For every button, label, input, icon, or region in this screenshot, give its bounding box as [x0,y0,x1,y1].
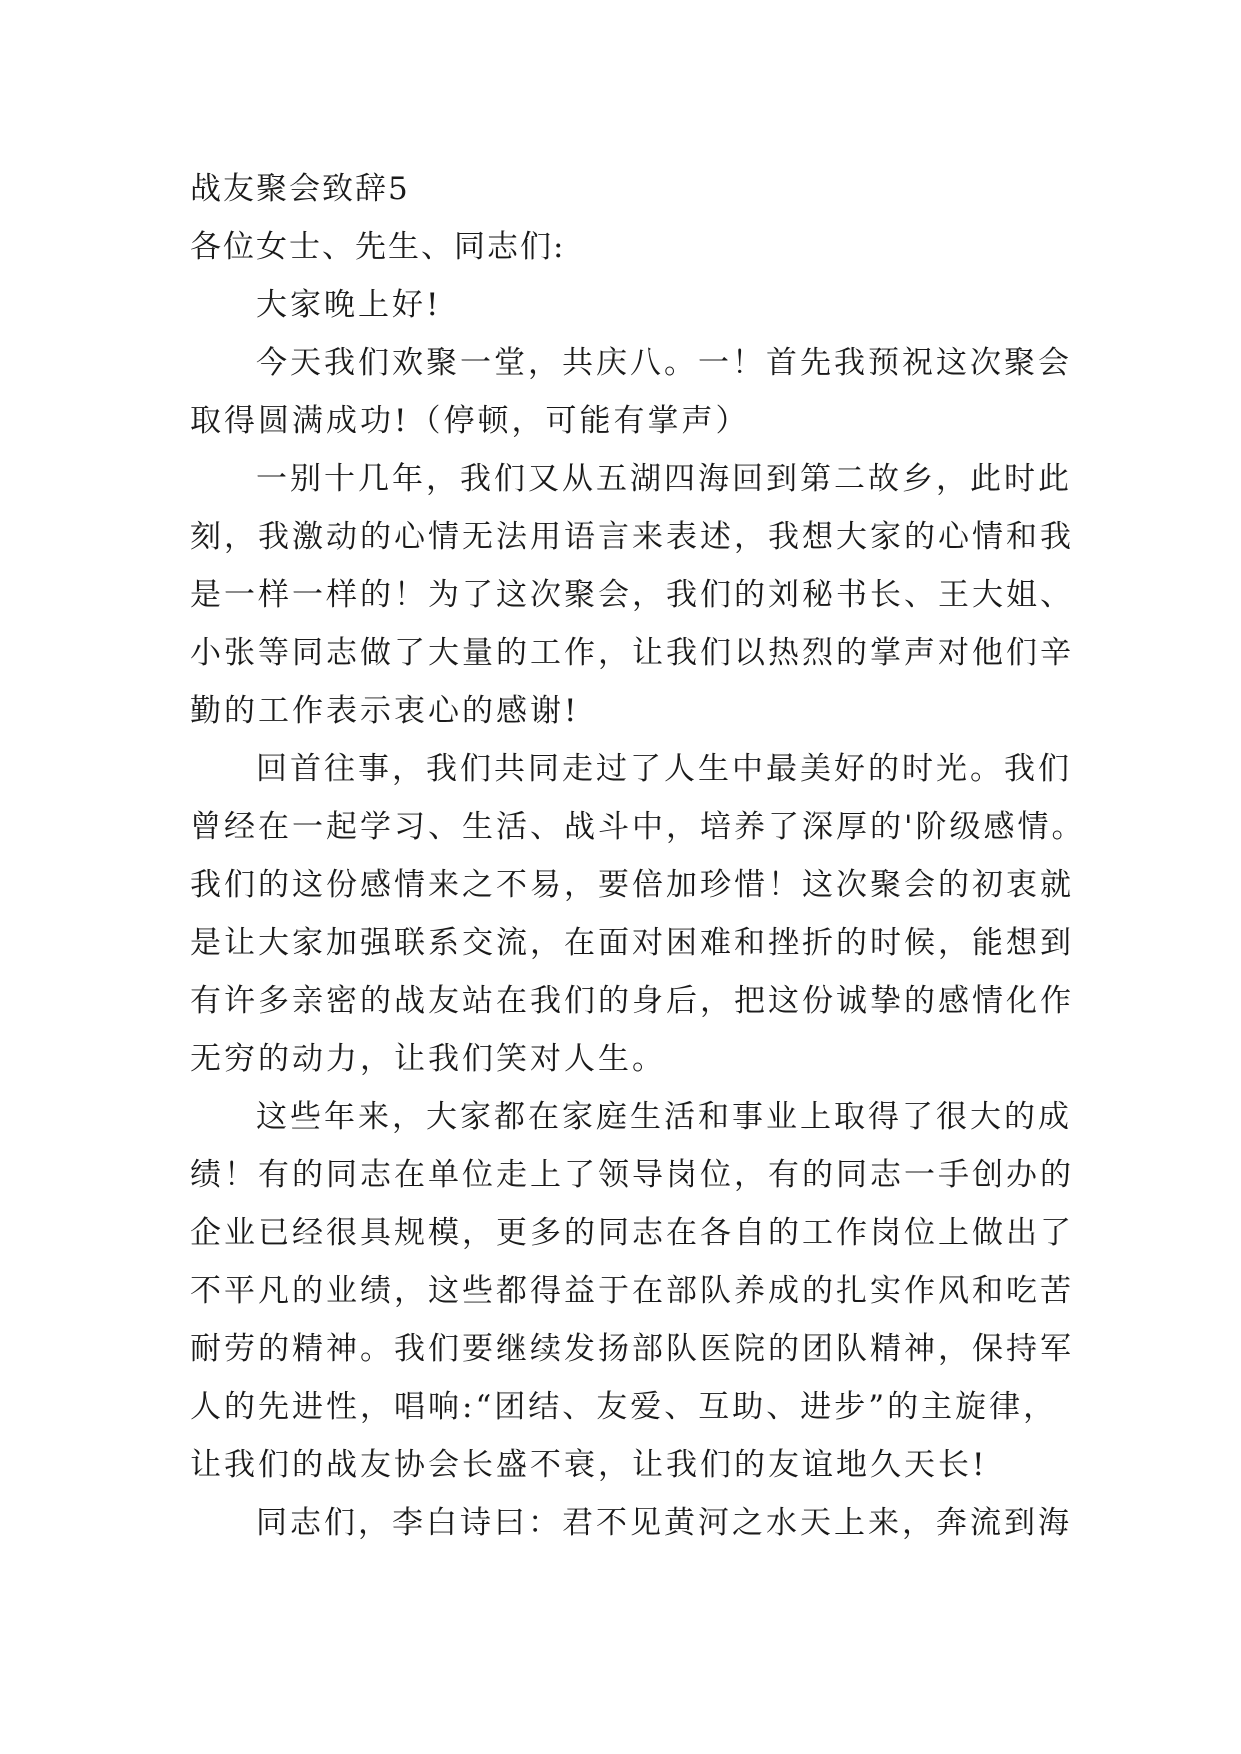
paragraph-line: 是让大家加强联系交流，在面对困难和挫折的时候，能想到 [190,925,1074,961]
paragraph-line: 勤的工作表示衷心的感谢! [190,693,580,729]
paragraph-line: 回首往事，我们共同走过了人生中最美好的时光。我们 [256,751,1072,787]
paragraph-line: 让我们的战友协会长盛不衰，让我们的友谊地久天长! [190,1447,988,1483]
paragraph-line: 不平凡的业绩，这些都得益于在部队养成的扎实作风和吃苦 [190,1273,1074,1309]
paragraph-line: 企业已经很具规模，更多的同志在各自的工作岗位上做出了 [190,1215,1074,1251]
paragraph-line: 有许多亲密的战友站在我们的身后，把这份诚挚的感情化作 [190,983,1074,1019]
document-title: 战友聚会致辞5 [190,171,410,207]
paragraph-line: 是一样一样的！为了这次聚会，我们的刘秘书长、王大姐、 [190,577,1074,613]
paragraph-line: 这些年来，大家都在家庭生活和事业上取得了很大的成 [256,1099,1072,1135]
paragraph-line: 无穷的动力，让我们笑对人生。 [190,1041,666,1077]
paragraph-opening [190,334,1072,450]
paragraph-line: 刻，我激动的心情无法用语言来表述，我想大家的心情和我 [190,519,1074,555]
document-page [190,160,1086,1552]
paragraph-line: 小张等同志做了大量的工作，让我们以热烈的掌声对他们辛 [190,635,1074,671]
paragraph-line: 人的先进性，唱响:“团结、友爱、互助、进步”的主旋律， [190,1389,1058,1425]
paragraph-line: 我们的这份感情来之不易，要倍加珍惜！这次聚会的初衷就 [190,867,1074,903]
paragraph-closing [190,1494,1072,1552]
paragraph-thanks [190,450,1074,740]
paragraph-line: 曾经在一起学习、生活、战斗中，培养了深厚的'阶级感情。 [190,809,1086,845]
paragraph-achievements [190,1088,1074,1494]
salutation: 各位女士、先生、同志们: [190,229,566,265]
paragraph-line: 取得圆满成功!（停顿，可能有掌声） [190,403,750,439]
paragraph-greeting [190,276,1060,334]
paragraph-line: 一别十几年，我们又从五湖四海回到第二故乡，此时此 [256,461,1072,497]
paragraph-line: 绩！有的同志在单位走上了领导岗位，有的同志一手创办的 [190,1157,1074,1193]
paragraph-line: 同志们，李白诗曰：君不见黄河之水天上来，奔流到海 [256,1505,1072,1541]
paragraph-line: 耐劳的精神。我们要继续发扬部队医院的团队精神，保持军 [190,1331,1074,1367]
paragraph-line: 今天我们欢聚一堂，共庆八。一！首先我预祝这次聚会 [256,345,1072,381]
paragraph-memories [190,740,1086,1088]
paragraph-line: 大家晚上好! [256,287,442,323]
